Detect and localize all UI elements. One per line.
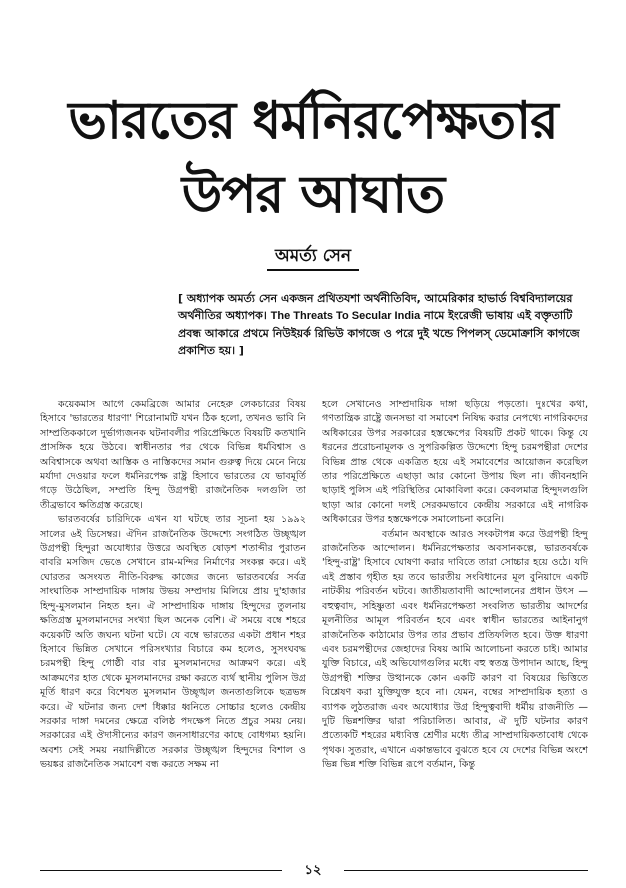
body-paragraph: বর্তমান অবস্থাকে আরও সংকটাপন্ন করে উগ্রপন্থী হিন্দু রাজনৈতিক আন্দোলন। ধর্মনিরপেক্ষতার অবসানকল্পে, ভারতবর্ষকে 'হিন্দু-রাষ্ট্র' হিসাবে ঘোষণা করার দাবিতে তারা সোচ্চার হয়ে ওঠে। যদি এই প্রস্তাব গৃহীত হয় তবে ভারতীয় সংবিধানের মূল বুনিয়াদে একটি নাটকীয় পরিবর্তন ঘটবে। জাতীয়তাবাদী আন্দোলনের প্রধান উৎস — বহুত্ববাদ, সহিষ্ণুতা এবং ধর্মনিরপেক্ষতা সংবলিত ভারতীয় আদর্শের মূলনীতির আমূল পরিবর্তন হবে এবং স্বাধীন ভারতের আইনানুগ রাজনৈতিক কাঠামোর উপর তার প্রভাব প্রতিফলিত হবে। উক্ত ধারণা এবং চরমপন্থীদের জেহাদের বিষয় আমি আলোচনা করতে চাই। আমার যুক্তি বিচারে, এই অভিযোগগুলির মধ্যে বহু স্বতন্ত্র উপাদান আছে, হিন্দু উগ্রপন্থী শক্তির উত্থানকে কোন একটি কারণ বা বিষয়ের ভিত্তিতে বিশ্লেষণ করা যুক্তিযুক্ত হবে না। যেমন, বম্বের সাম্প্রদায়িক হত্যা ও ব্যাপক লুঠতরাজ এবং অযোধ্যার উগ্র হিন্দুত্ববাদী ধর্মীয় রাজনীতি — দুটি ভিন্নশক্তির দ্বারা পরিচালিত। আবার, ঐ দুটি ঘটনার কারণ প্রত্যেকটি শহরের মধ্যবিত্ত শ্রেণীর মধ্যে তীব্র সাম্প্রদায়িকতাবোধ থেকে পৃথক। সুতরাং, এখানে একান্তভাবে বুঝতে হবে যে দেশের বিভিন্ন অংশে ভিন্ন ভিন্ন শক্তি বিভিন্ন রূপে বর্তমান, কিন্তু: [322, 528, 588, 771]
body-paragraph: হলে সেখানেও সাম্প্রদায়িক দাঙ্গা ছড়িয়ে পড়তো। দুঃখের কথা, গণতান্ত্রিক রাষ্ট্রে জনসভা বা সমাবেশ নিষিদ্ধ করার নেপথ্যে নাগরিকদের অধিকারের উপর সরকারের হস্তক্ষেপের বিষয়টি প্রকট থাকে। কিন্তু যে ধরনের প্ররোচনামূলক ও সুপরিকল্পিত উদ্দেশ্যে হিন্দু চরমপন্থীরা দেশের বিভিন্ন প্রান্ত থেকে একত্রিত হয়ে এই সমাবেশের আয়োজন করেছিল তার পরিপ্রেক্ষিতে এছাড়া আর কোনো উপায় ছিল না। জীবনহানি ছাড়াই পুলিস এই পরিস্থিতির মোকাবিলা করে। কেবলমাত্র হিন্দুদলগুলি ছাড়া আর কোনো দলই সেরকমভাবে কেন্দ্রীয় সরকারে এই নাগরিক অধিকারের উপর হস্তক্ষেপকে সমালোচনা করেনি।: [322, 399, 588, 526]
footer-rule-right: [344, 870, 588, 871]
body-column-left: [40, 398, 306, 852]
footer-rule-left: [40, 870, 282, 871]
author-name: অমর্ত্য সেন: [267, 245, 359, 271]
abstract-english-title: The Threats To Secular India: [270, 310, 421, 322]
page-number: ১২: [304, 863, 322, 878]
body-column-right: [322, 398, 588, 852]
page-footer: [0, 862, 626, 880]
article-body: [40, 398, 588, 852]
abstract-text-part-2: নামে ইংরেজী ভাষায় এই বক্তৃতাটি প্রবন্ধ আকারে প্রথমে নিউইয়র্ক রিভিউ কাগজে ও পরে দুই খন্ডে পিপলস্ ডেমোক্রাসি কাগজে প্রকাশিত হয়। ]: [178, 309, 580, 357]
abstract-text-part-1: [ অধ্যাপক অমর্ত্য সেন একজন প্রথিতযশা অর্থনীতিবিদ, আমেরিকার হাভার্ড বিশ্ববিদ্যালয়ের অর্থনীতির অধ্যাপক।: [178, 292, 573, 322]
abstract-note: [178, 290, 588, 359]
article-title-line-2: উপর আঘাত: [181, 165, 445, 225]
body-paragraph: কয়েকমাস আগে কেমব্রিজে আমার নেহেরু লেকচারের বিষয় হিসাবে 'ভারতের ধারণা' শিরোনামটি যখন ঠিক হলো, তখনও ভাবি নি সাম্প্রতিককালে দুর্ভাগ্যজনক ঘটনাবলীর পরিপ্রেক্ষিতে বিষয়টি কতখানি প্রাসঙ্গিক হয়ে উঠবে। স্বাধীনতার পর থেকে বিভিন্ন ধর্মবিশ্বাস ও অবিশ্বাসকে অথবা আস্তিক ও নাস্তিকদের সমান গুরুত্ব দিয়ে মেনে নিয়ে মর্যাদা দেওয়ার ফলে ধর্মনিরপেক্ষ রাষ্ট্র হিসাবে ভারতের যে ভাবমূর্তি গড়ে উঠেছিল, সম্প্রতি হিন্দু উগ্রপন্থী রাজনৈতিক দলগুলি তা তীব্রভাবে ক্ষতিগ্রস্ত করেছে।: [40, 399, 306, 511]
author-byline: [0, 245, 626, 271]
article-title-line-1: ভারতের ধর্মনিরপেক্ষতার: [68, 91, 558, 151]
body-paragraph: ভারতবর্ষের চারিদিকে এখন যা ঘটছে তার সূচনা হয় ১৯৯২ সালের ৬ই ডিসেম্বর। ঐদিন রাজনৈতিক উদ্দেশ্যে সংগঠিত উচ্ছৃঙ্খল উগ্রপন্থী হিন্দুরা অযোধ্যার উত্তরে অবস্থিত ষোড়শ শতাব্দীর পুরাতন বাবরি মসজিদ ভেঙে সেখানে রাম-মন্দির নির্মাণের সংকল্প করে। এই ঘোরতর অসংযত নীতি-বিরুদ্ধ কাজের জন্যে ভারতবর্ষের সর্বত্র সাংঘাতিক সাম্প্রদায়িক দাঙ্গায় উভয় সম্প্রদায় মিলিয়ে প্রায় দু'হাজার হিন্দু-মুসলমান নিহত হন। ঐ সাম্প্রদায়িক দাঙ্গায় হিন্দুদের তুলনায় ক্ষতিগ্রস্ত মুসলমানদের সংখ্যা ছিল অনেক বেশি। ঐ সময়ে বম্বে শহরে কয়েকটি অতি জঘন্য ঘটনা ঘটে। যে বম্বে ভারতের একটা প্রধান শহর হিসাবে ভিন্নিত সেখানে পরিসংখ্যার বিচারে কম হলেও, সুসংঘবদ্ধ চরমপন্থী হিন্দু গোষ্ঠী বার বার মুসলমানদের আক্রমণ করে। এই আক্রমণের হাত থেকে মুসলমানদের রক্ষা করতে ব্যর্থ স্থানীয় পুলিস উগ্র মূর্তি ধারণ করে বিশেষত মুসলমান উচ্ছৃঙ্খল জনতাগুলিকে ছত্রভঙ্গ করে। ঐ ঘটনার জন্য দেশ ধিক্কার ধ্বনিতে সোচ্চার হলেও কেন্দ্রীয় সরকার দাঙ্গা দমনের ক্ষেত্রে বলিষ্ঠ পদক্ষেপ নিতে প্রচুর সময় নেয়। সরকারের এই ঔদাসীন্যের কারণ জনসাধারণের কাছে বোধগম্য হয়নি। অবশ্য সেই সময় নয়াদিল্লীতে সরকার উচ্ছৃঙ্খল হিন্দুদের বিশাল ও ভয়ঙ্কর রাজনৈতিক সমাবেশ বন্ধ করতে সক্ষম না: [40, 514, 306, 771]
